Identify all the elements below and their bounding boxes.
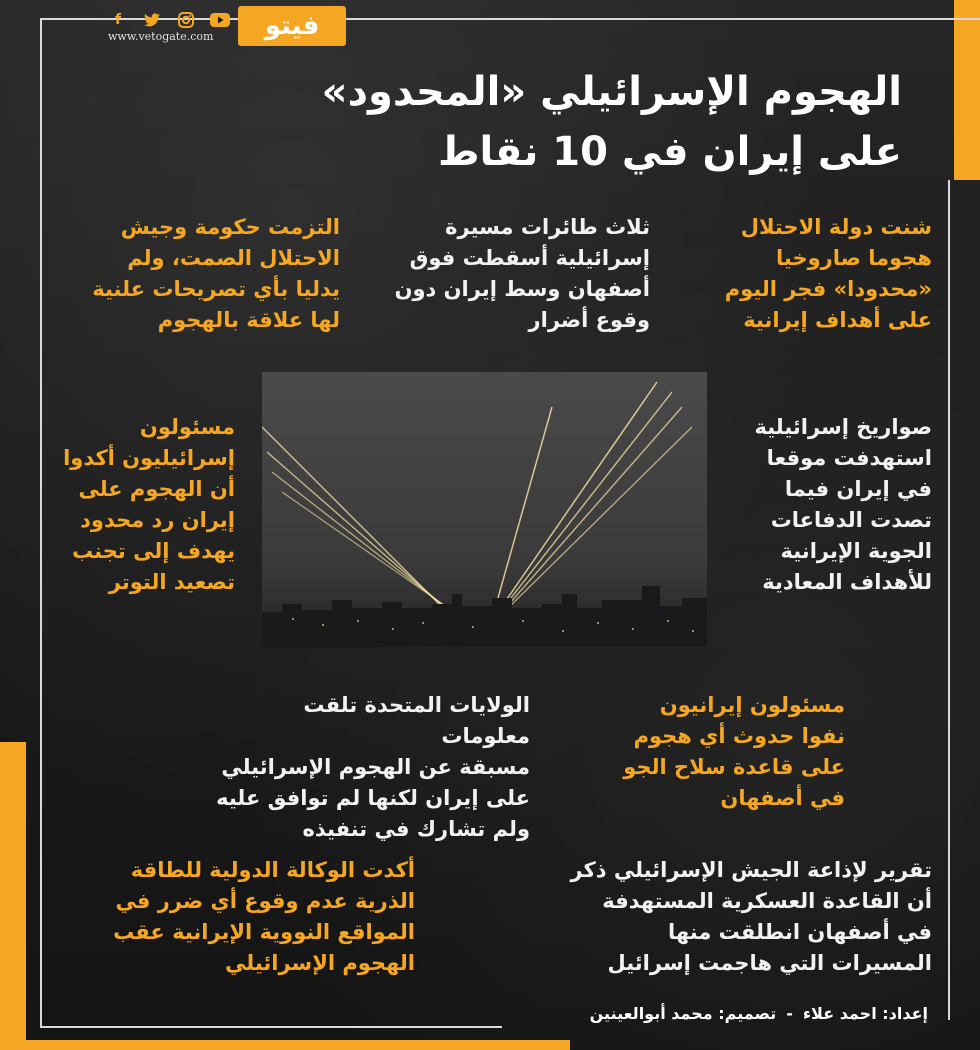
point-2-line: إسرائيلية أسقطت فوق xyxy=(409,246,650,270)
point-9-line: المواقع النووية الإيرانية عقب xyxy=(113,920,415,944)
youtube-icon[interactable] xyxy=(210,10,230,30)
page-title xyxy=(262,62,902,182)
point-9 xyxy=(75,855,415,979)
missiles-night-photo xyxy=(262,372,707,647)
point-7-line: الولايات المتحدة تلقت معلومات xyxy=(303,693,530,748)
point-4-line: للأهداف المعادية xyxy=(762,570,932,594)
point-3 xyxy=(50,212,340,336)
point-1-line: على أهداف إيرانية xyxy=(743,308,932,332)
credit-separator: - xyxy=(786,1004,793,1023)
point-2-line: ثلاث طائرات مسيرة xyxy=(445,215,650,239)
point-8-line: المسيرات التي هاجمت إسرائيل xyxy=(607,951,932,975)
point-2-line: أصفهان وسط إيران دون xyxy=(394,277,650,301)
point-4-line: صواريخ إسرائيلية xyxy=(754,415,932,439)
point-4 xyxy=(717,412,932,598)
point-5 xyxy=(20,412,235,598)
point-6-line: نفوا حدوث أي هجوم xyxy=(633,724,845,748)
credit-design: تصميم: محمد أبوالعينين xyxy=(589,1004,777,1023)
point-3-line: يدليا بأي تصريحات علنية xyxy=(92,277,340,301)
point-9-line: الهجوم الإسرائيلي xyxy=(225,951,415,975)
point-6-line: على قاعدة سلاح الجو xyxy=(623,755,845,779)
credit-prepared: إعداد: احمد علاء xyxy=(802,1004,928,1023)
point-5-line: أن الهجوم على xyxy=(78,477,235,501)
point-4-line: تصدت الدفاعات xyxy=(770,508,932,532)
point-2-line: وقوع أضرار xyxy=(528,308,650,332)
point-1-line: شنت دولة الاحتلال xyxy=(740,215,932,239)
title-line-1: الهجوم الإسرائيلي «المحدود» xyxy=(321,69,902,115)
point-8-line: في أصفهان انطلقت منها xyxy=(668,920,932,944)
point-6 xyxy=(585,690,845,814)
accent-bar-left xyxy=(0,742,26,1050)
point-5-line: إيران رد محدود xyxy=(80,508,235,532)
point-5-line: تصعيد التوتر xyxy=(108,570,235,594)
point-1-line: هجوما صاروخيا xyxy=(776,246,932,270)
point-2 xyxy=(350,212,650,336)
point-8 xyxy=(532,855,932,979)
point-5-line: مسئولون xyxy=(139,415,235,439)
point-8-line: تقرير لإذاعة الجيش الإسرائيلي ذكر xyxy=(570,858,932,882)
frame-line-right xyxy=(948,180,950,1020)
vetogate-logo[interactable]: فيتو xyxy=(238,6,346,46)
point-6-line: في أصفهان xyxy=(720,786,845,810)
point-3-line: الاحتلال الصمت، ولم xyxy=(127,246,340,270)
frame-line-bottom xyxy=(40,1026,502,1028)
point-1-line: «محدودا» فجر اليوم xyxy=(724,277,932,301)
point-6-line: مسئولون إيرانيون xyxy=(659,693,845,717)
website-url[interactable]: www.vetogate.com xyxy=(108,30,214,43)
point-4-line: استهدفت موقعا xyxy=(766,446,932,470)
accent-bar-top xyxy=(954,0,980,180)
point-9-line: الذرية عدم وقوع أي ضرر في xyxy=(115,889,415,913)
point-5-line: يهدف إلى تجنب xyxy=(71,539,235,563)
twitter-icon[interactable] xyxy=(142,10,162,30)
instagram-icon[interactable] xyxy=(176,10,196,30)
title-line-2: على إيران في 10 نقاط xyxy=(438,129,902,175)
point-3-line: التزمت حكومة وجيش xyxy=(120,215,340,239)
point-7-line: ولم تشارك في تنفيذه xyxy=(302,817,530,841)
social-links xyxy=(108,10,230,30)
credits xyxy=(590,1004,928,1023)
point-4-line: في إيران فيما xyxy=(784,477,932,501)
point-7 xyxy=(210,690,530,845)
point-9-line: أكدت الوكالة الدولية للطاقة xyxy=(130,858,415,882)
facebook-icon[interactable]: f xyxy=(114,12,122,28)
point-8-line: أن القاعدة العسكرية المستهدفة xyxy=(602,889,932,913)
point-5-line: إسرائيليون أكدوا xyxy=(63,446,235,470)
point-7-line: على إيران لكنها لم توافق عليه xyxy=(216,786,530,810)
point-1 xyxy=(692,212,932,336)
accent-bar-bottom xyxy=(0,1040,570,1050)
point-3-line: لها علاقة بالهجوم xyxy=(157,308,340,332)
point-7-line: مسبقة عن الهجوم الإسرائيلي xyxy=(221,755,530,779)
point-4-line: الجوية الإيرانية xyxy=(780,539,932,563)
